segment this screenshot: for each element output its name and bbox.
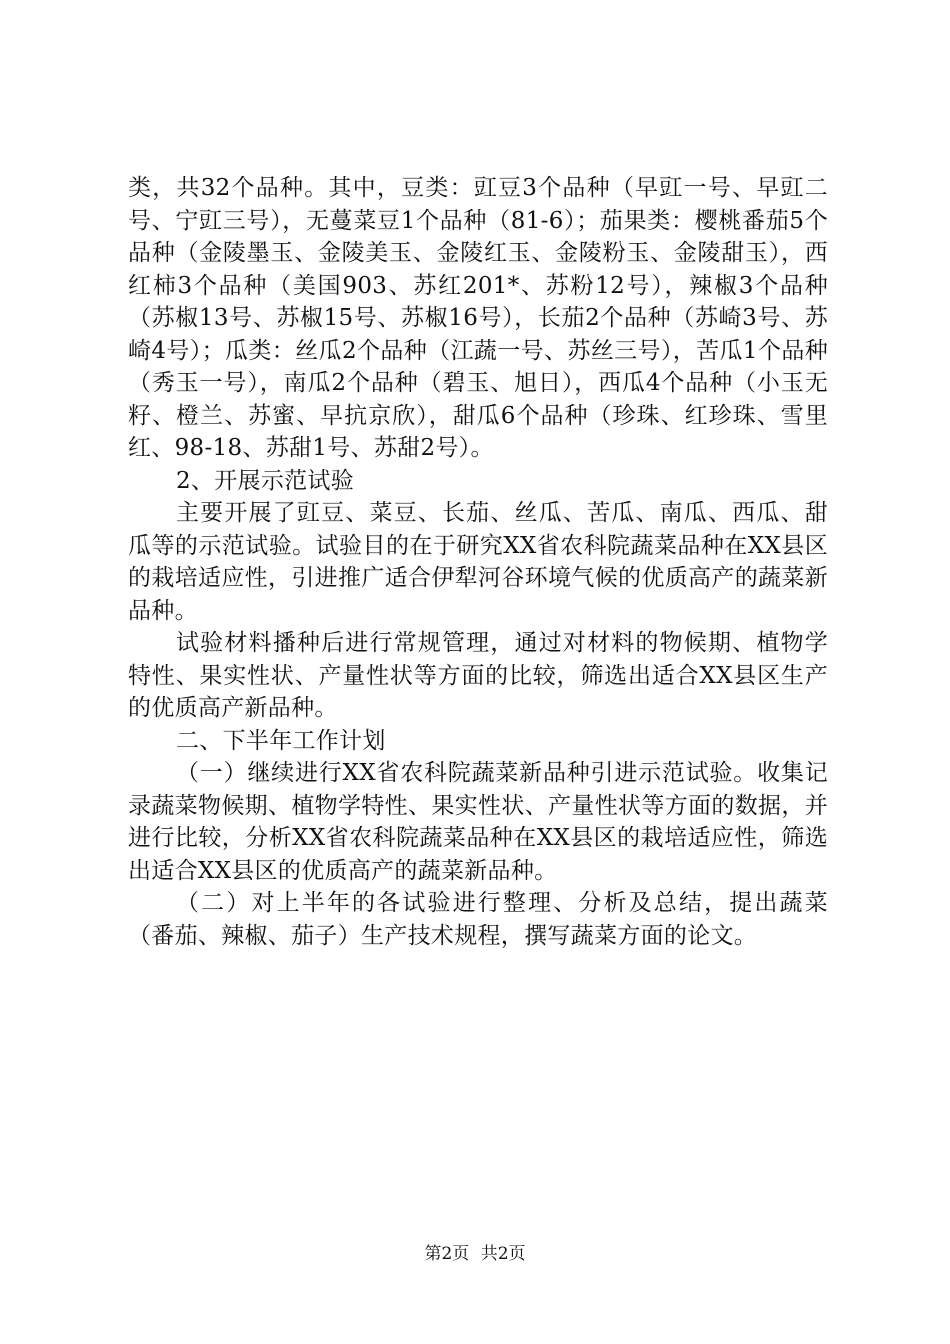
document-body xyxy=(128,172,828,952)
paragraph-plan-item-1: （一）继续进行XX省农科院蔬菜新品种引进示范试验。收集记录蔬菜物候期、植物学特性、果实性状、产量性状等方面的数据，并进行比较，分析XX省农科院蔬菜品种在XX县区的栽培适应性，筛选出适合XX县区的优质高产的蔬菜新品种。 xyxy=(128,760,828,884)
page-footer xyxy=(0,1243,950,1265)
paragraph-plan-item-2: （二）对上半年的各试验进行整理、分析及总结，提出蔬菜（番茄、辣椒、茄子）生产技术规程，撰写蔬菜方面的论文。 xyxy=(128,890,828,949)
page-total: 共2页 xyxy=(480,1244,526,1264)
section-heading-demo-trials: 2、开展示范试验 xyxy=(176,467,355,494)
paragraph-demo-trials: 主要开展了豇豆、菜豆、长茄、丝瓜、苦瓜、南瓜、西瓜、甜瓜等的示范试验。试验目的在于研究XX省农科院蔬菜品种在XX县区的栽培适应性，引进推广适合伊犁河谷环境气候的优质高产的蔬菜新品种。 xyxy=(128,500,828,624)
paragraph-trial-management: 试验材料播种后进行常规管理，通过对材料的物候期、植物学特性、果实性状、产量性状等方面的比较，筛选出适合XX县区生产的优质高产新品种。 xyxy=(128,630,828,721)
page-number: 第2页 xyxy=(424,1244,470,1264)
section-heading-second-half-plan: 二、下半年工作计划 xyxy=(176,727,386,754)
paragraph-variety-list: 类，共32个品种。其中，豆类：豇豆3个品种（早豇一号、早豇二号、宁豇三号），无蔓菜豆1个品种（81-6）；茄果类：樱桃番茄5个品种（金陵墨玉、金陵美玉、金陵红玉、金陵粉玉、金陵甜玉），西红柿3个品种（美国903、苏红201*、苏粉12号），辣椒3个品种（苏椒13号、苏椒15号、苏椒16号），长茄2个品种（苏崎3号、苏崎4号）；瓜类：丝瓜2个品种（江蔬一号、苏丝三号），苦瓜1个品种（秀玉一号），南瓜2个品种（碧玉、旭日），西瓜4个品种（小玉无籽、橙兰、苏蜜、早抗京欣），甜瓜6个品种（珍珠、红珍珠、雪里红、98-18、苏甜1号、苏甜2号）。 xyxy=(128,175,828,461)
